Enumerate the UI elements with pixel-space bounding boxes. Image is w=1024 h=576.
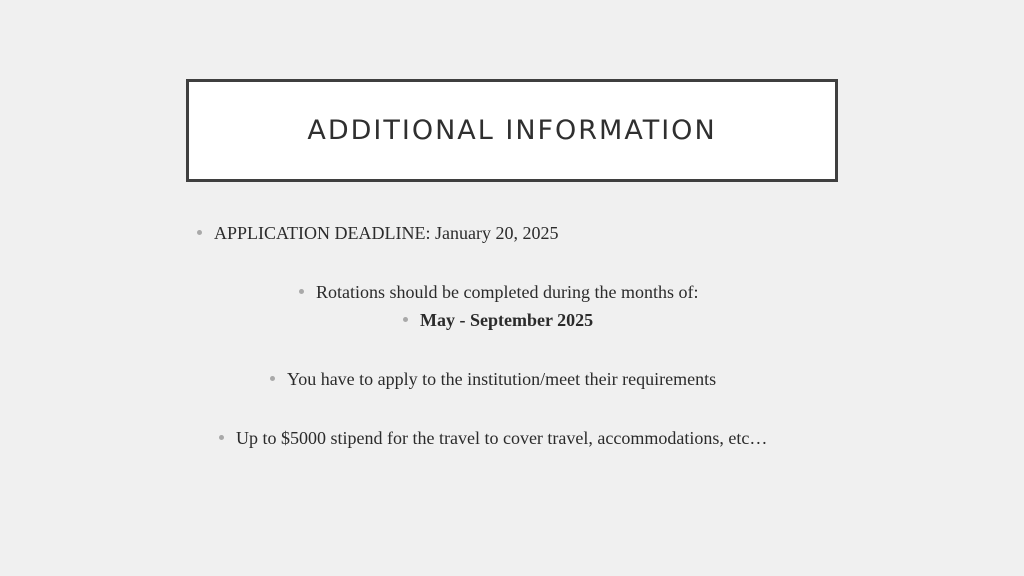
bullet-text: Rotations should be completed during the months of: [316,282,699,302]
bullet-text: May - September 2025 [420,310,594,330]
bullet-stipend [219,426,767,450]
bullet-text: APPLICATION DEADLINE: January 20, 2025 [214,223,559,243]
bullet-text: Up to $5000 stipend for the travel to cover travel, accommodations, etc… [236,428,768,448]
bullet-icon [403,317,408,322]
slide-title: ADDITIONAL INFORMATION [307,115,717,146]
bullet-application-deadline [197,221,558,245]
bullet-apply-institution [270,367,716,391]
bullet-icon [219,435,224,440]
bullet-icon [270,376,275,381]
bullet-rotations [299,280,698,304]
bullet-text: You have to apply to the institution/meet their requirements [287,369,717,389]
bullet-icon [197,230,202,235]
bullet-months [403,308,593,332]
bullet-icon [299,289,304,294]
title-box [186,79,838,182]
